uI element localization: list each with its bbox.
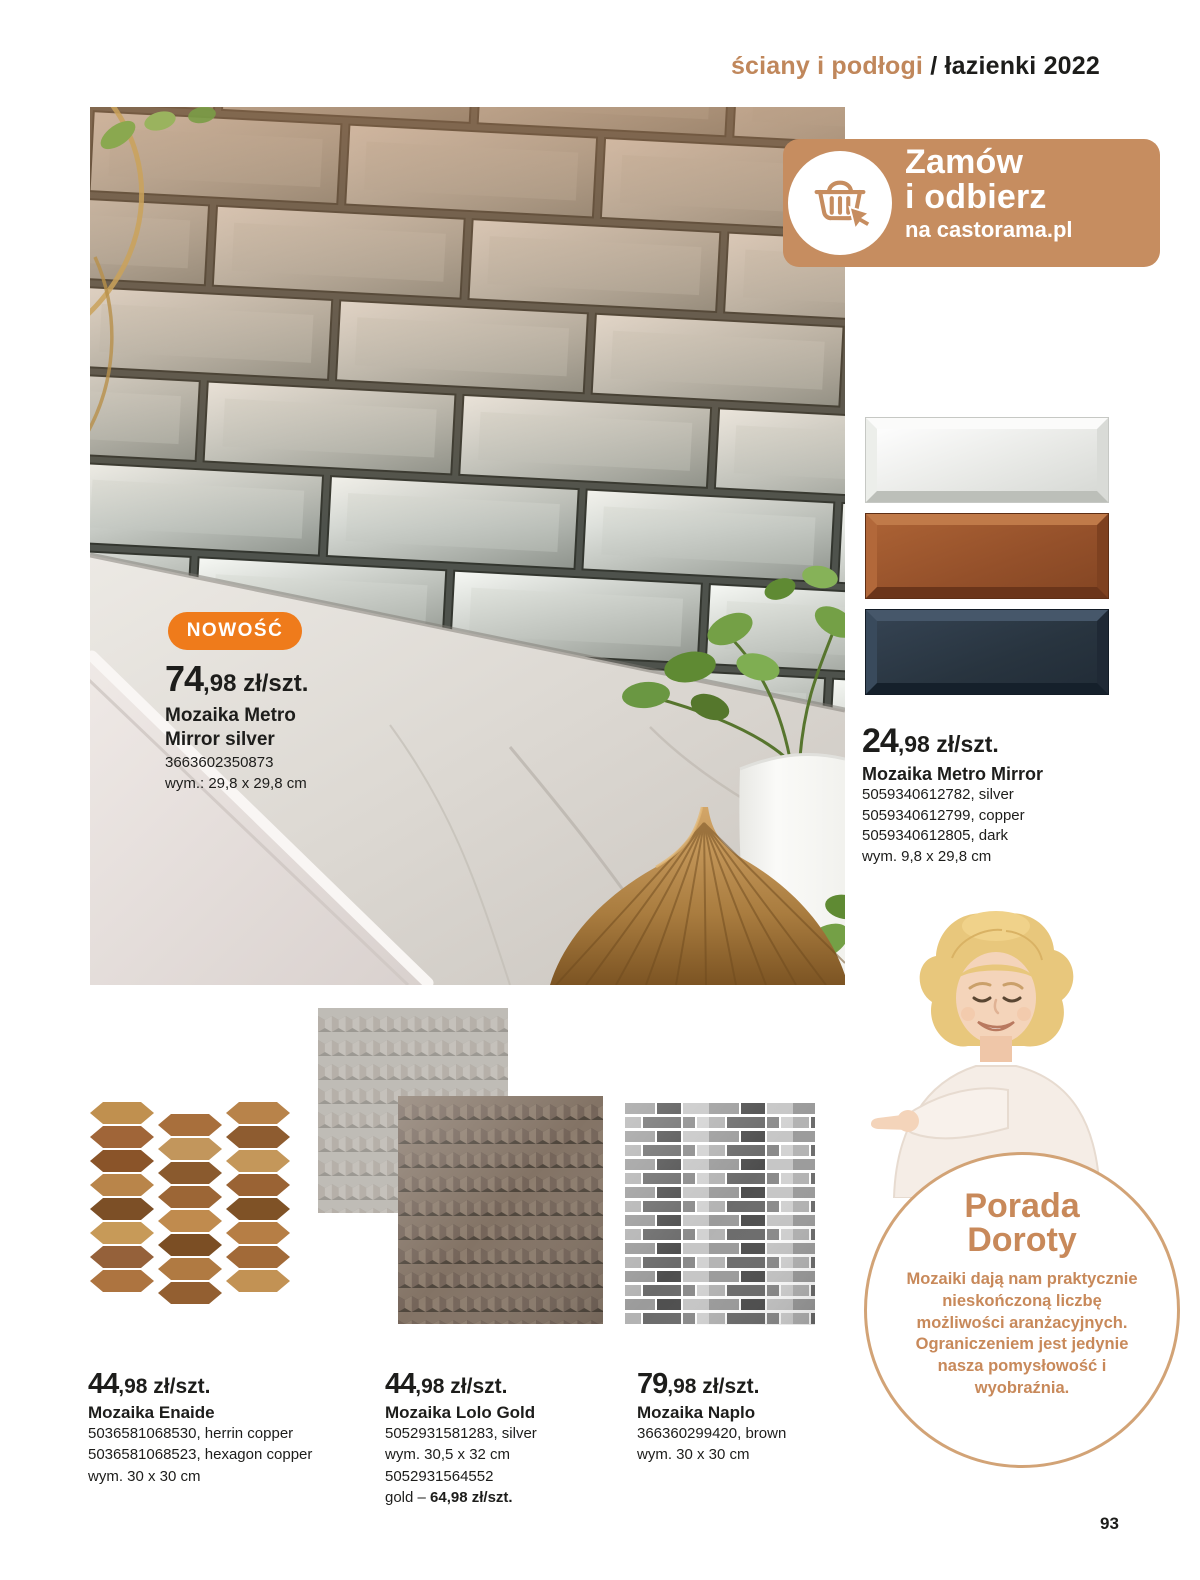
pointing-arm xyxy=(905,1088,1008,1138)
tile-swatch-copper xyxy=(866,514,1108,598)
product-name: Mozaika Enaide xyxy=(88,1403,215,1422)
basket-icon xyxy=(807,170,873,236)
order-line1: Zamów xyxy=(905,143,1024,181)
mosaic-lolo-gold-image xyxy=(398,1096,603,1329)
header-section: ściany i podłogi xyxy=(730,52,931,80)
price-integer: 79 xyxy=(637,1368,668,1400)
product-code-2: 5036581068523, hexagon copper xyxy=(88,1446,313,1464)
product-code-1: 366360299420, brown xyxy=(637,1425,787,1442)
product-code-1: 5036581068530, herrin copper xyxy=(88,1425,294,1442)
advice-title-line1: Porada xyxy=(964,1187,1080,1225)
price-decimal-unit: ,98 zł/szt. xyxy=(667,1375,760,1398)
product-naplo-info xyxy=(637,1368,927,1466)
price-integer: 74 xyxy=(165,658,204,699)
product-name: Mozaika Naplo xyxy=(637,1403,756,1422)
price-decimal-unit: ,98 zł/szt. xyxy=(118,1375,211,1398)
product-code-copper: 5059340612799, copper xyxy=(862,806,1025,824)
advice-body: Mozaiki dają nam praktycznie nieskończoną liczbę możliwości aranżacyjnych. Ograniczeniem jest jedynie nasza pomysłowość i wyobraźnia. xyxy=(906,1270,1138,1397)
product-name: Mozaika Metro Mirror xyxy=(862,764,1044,784)
gold-variant-label: gold – xyxy=(385,1488,431,1506)
product-code-dark: 5059340612805, dark xyxy=(862,827,1008,845)
product-code-1: 5052931581283, silver xyxy=(385,1425,537,1442)
order-collect-badge xyxy=(783,139,1160,267)
new-badge: NOWOŚĆ xyxy=(168,612,302,650)
price xyxy=(88,1368,378,1401)
product-dimensions: wym.: 29,8 x 29,8 cm xyxy=(165,774,307,792)
gold-variant-value: 64,98 zł/szt. xyxy=(430,1488,513,1506)
product-name-line2: Mirror silver xyxy=(165,728,275,750)
metro-mirror-price xyxy=(862,722,1162,761)
cursor-hand-icon xyxy=(850,207,871,229)
product-lolo-info xyxy=(385,1368,675,1508)
price-integer: 44 xyxy=(88,1368,119,1400)
price xyxy=(385,1368,675,1401)
product-dimensions: wym. 30,5 x 32 cm xyxy=(385,1446,511,1464)
advice-title-line2: Doroty xyxy=(967,1221,1077,1259)
mosaic-naplo-image xyxy=(625,1103,815,1330)
hero-photo xyxy=(90,107,845,985)
price-decimal-unit: ,98 zł/szt. xyxy=(415,1375,508,1398)
hero-product-info xyxy=(165,658,308,794)
price-decimal-unit: ,98 zł/szt. xyxy=(203,670,309,697)
product-code-2: 5052931564552 xyxy=(385,1467,494,1485)
price xyxy=(637,1368,927,1401)
price-decimal-unit: ,98 zł/szt. xyxy=(897,731,999,757)
order-badge-text xyxy=(905,145,1073,243)
pointing-finger xyxy=(871,1114,910,1130)
product-dimensions: wym. 30 x 30 cm xyxy=(88,1467,201,1485)
page-header xyxy=(731,52,1100,81)
product-name: Mozaika Lolo Gold xyxy=(385,1403,536,1422)
tile-swatch-silver xyxy=(866,418,1108,502)
order-line2: i odbierz xyxy=(905,177,1047,216)
metro-mirror-info xyxy=(862,722,1162,868)
price-integer: 44 xyxy=(385,1368,416,1400)
product-enaide-info xyxy=(88,1368,378,1487)
product-dimensions: wym. 30 x 30 cm xyxy=(637,1446,750,1464)
product-code-silver: 5059340612782, silver xyxy=(862,786,1014,803)
bathroom-scene-illustration xyxy=(90,107,845,985)
product-dimensions: wym. 9,8 x 29,8 cm xyxy=(862,848,992,866)
neck xyxy=(980,1036,1012,1062)
price-integer: 24 xyxy=(862,722,898,760)
gold-variant-price xyxy=(385,1487,675,1508)
product-name-line1: Mozaika Metro xyxy=(165,705,296,726)
mosaic-enaide-image xyxy=(88,1098,293,1318)
hero-price xyxy=(165,658,308,700)
tile-swatch-dark xyxy=(866,610,1108,694)
basket-icon-circle xyxy=(788,151,892,255)
header-catalog: / łazienki 2022 xyxy=(930,52,1100,80)
page-number: 93 xyxy=(1100,1514,1119,1533)
order-line3: na castorama.pl xyxy=(905,217,1073,243)
product-code: 3663602350873 xyxy=(165,753,274,771)
